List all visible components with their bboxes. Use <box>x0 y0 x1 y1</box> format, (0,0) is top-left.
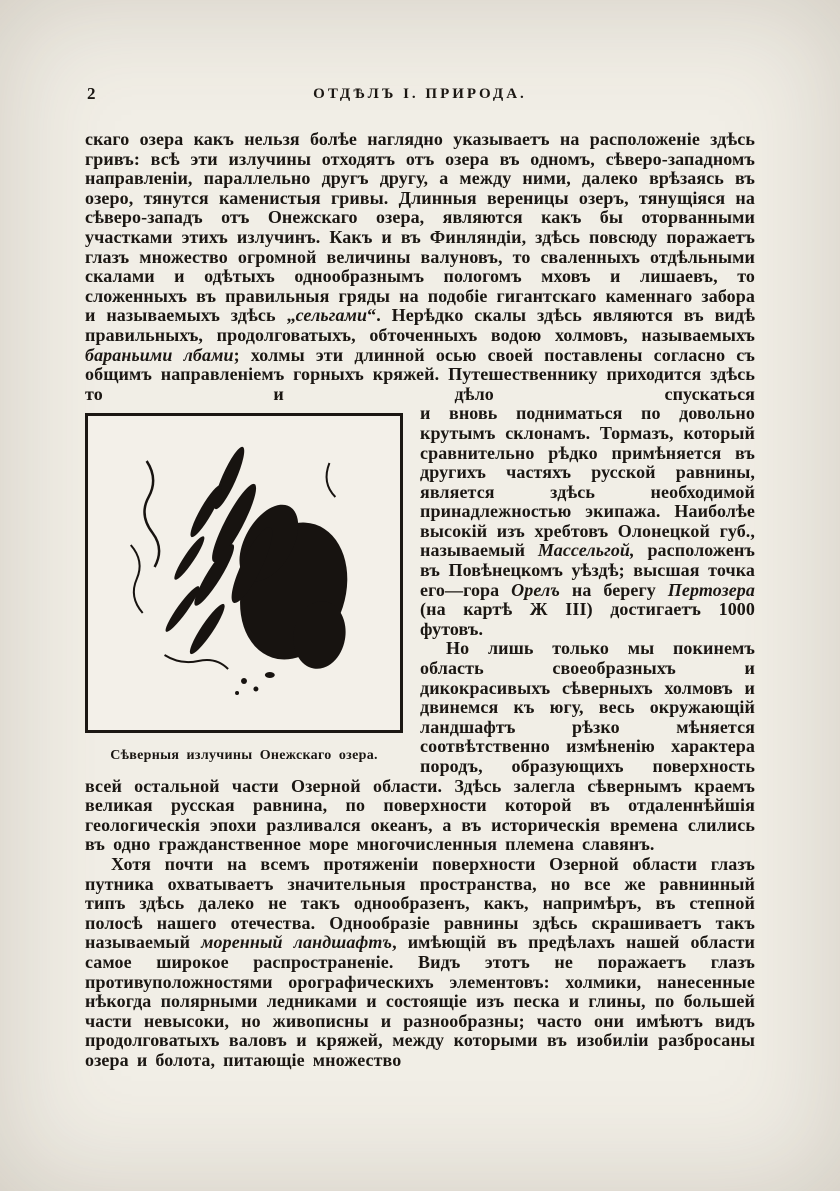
figure-frame <box>85 413 403 733</box>
figure <box>85 413 403 766</box>
paragraph-3: Хотя почти на всемъ протяженіи поверхности Озерной области глазъ путника охватываетъ значительныя пространства, но все же равнинный типъ здѣсь далеко не такъ однообразенъ, какъ, напримѣръ, въ степной полосѣ нашего отечества. Однообразіе равнины здѣсь скрашиваетъ такъ называемый моренный ландшафтъ, имѣющій въ предѣлахъ нашей области самое широкое распространеніе. Видъ этотъ не поражаетъ глазъ противуположностями орографическихъ элементовъ: холмики, нанесенные нѣкогда полярными ледниками и состоящіе изъ песка и глины, по большей части невысоки, но живописны и разнообразны; часто они имѣютъ видъ продолговатыхъ валовъ и кряжей, между которыми въ изобиліи разбросаны озера и болота, питающіе множество <box>85 853 755 1070</box>
paragraph-1-wrapped: и вновь подниматься по довольно крутымъ склонамъ. Тормазъ, который сравнительно рѣдко примѣняется въ другихъ частяхъ русской равнины, является здѣсь необходимой принадлежностью экипажа. Наиболѣе высокій изъ хребтовъ Олонецкой губ., называемый Массельгой, расположенъ въ Повѣнецкомъ уѣздѣ; высшая точка его—гора Орелъ на берегу Пертозера (на картѣ Ж III) достигаетъ 1000 футовъ. <box>420 403 756 639</box>
paragraph-1-full-width: скаго озера какъ нельзя болѣе наглядно указываетъ на расположеніе здѣсь гривъ: всѣ эти излучины отходятъ отъ озера въ одномъ, сѣверо-западномъ направленіи, параллельно другъ другу, а между ними, далеко врѣзаясь въ озеро, тянутся каменистыя гривы. Длинныя вереницы озеръ, тянущіяся на сѣверо-западъ отъ Онежскаго озера, являются какъ бы оторванными участками этихъ излучинъ. Какъ и въ Финляндіи, здѣсь повсюду поражаетъ глазъ множество огромной величины валуновъ, то сваленныхъ отдѣльными скалами и одѣтыхъ однообразнымъ пологомъ мховъ и лишаевъ, то сложенныхъ въ правильныя гряды на подобіе гигантскаго каменнаго забора и называемыхъ здѣсь „сельгами“. Нерѣдко скалы здѣсь являются въ видѣ правильныхъ, продолговатыхъ, обточенныхъ водою холмовъ, называемыхъ бараньими лбами; холмы эти длинной осью своей поставлены согласно съ общимъ направленіемъ горныхъ кряжей. Путешественнику приходится здѣсь то и дѣло спускаться <box>85 129 755 404</box>
figure-caption: Сѣверныя излучины Онежскаго озера. <box>110 748 378 764</box>
body-text <box>85 130 755 1071</box>
section-header: ОТДѢЛЪ I. ПРИРОДА. <box>313 86 527 102</box>
map-illustration <box>95 423 393 723</box>
page-header <box>85 84 755 106</box>
paragraph-2: Но лишь только мы покинемъ область своеобразныхъ и дикокрасивыхъ сѣверныхъ холмовъ и двинемся къ югу, весь окружающій ландшафтъ рѣзко мѣняется соотвѣтственно измѣненію характера породъ, образующихъ поверхность всей остальной части Озерной области. Здѣсь залегла сѣвернымъ краемъ великая русская равнина, по поверхности которой въ отдаленнѣйшія геологическія эпохи разливался океанъ, а въ историческія времена слились въ одно гражданственное море многочисленныя племена славянъ. <box>85 638 755 855</box>
page-number: 2 <box>87 84 96 103</box>
